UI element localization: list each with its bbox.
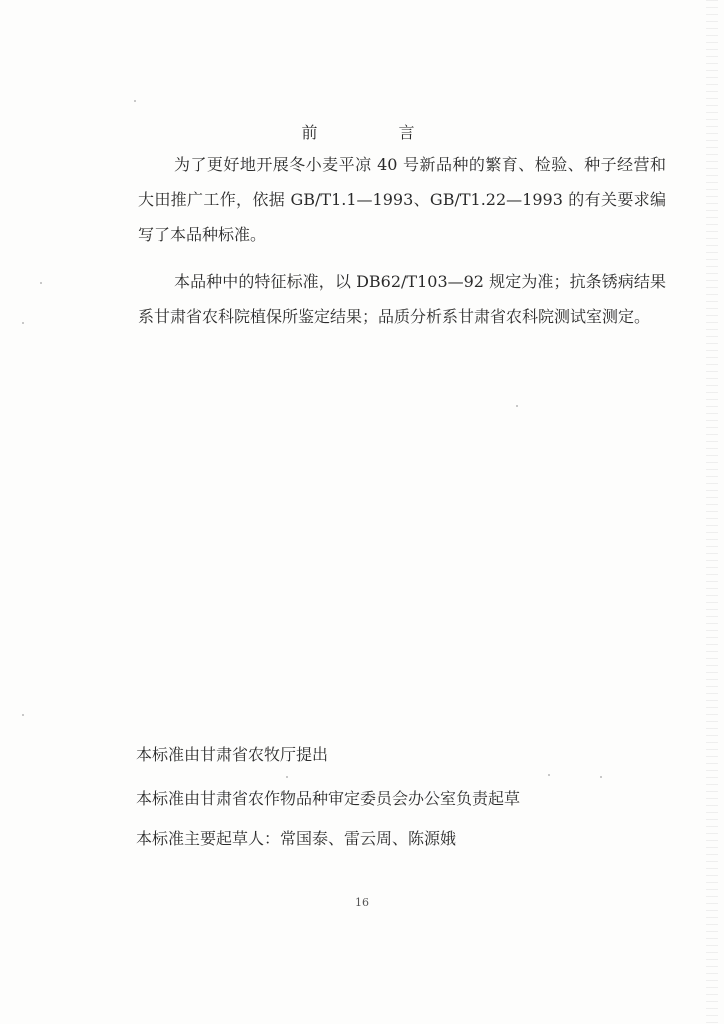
note-proposer: 本标准由甘肃省农牧厅提出 xyxy=(136,745,329,764)
page-number: 16 xyxy=(355,896,369,909)
note-authors: 本标准主要起草人：常国泰、雷云周、陈源娥 xyxy=(136,829,457,848)
scan-speck xyxy=(22,714,24,716)
paragraph-2: 本品种中的特征标准，以 DB62/T103—92 规定为准；抗条锈病结果系甘肃省农科院植保所鉴定结果；品质分析系甘肃省农科院测试室测定。 xyxy=(138,272,666,326)
scan-speck xyxy=(134,100,136,102)
scan-speck xyxy=(600,776,602,778)
scan-speck xyxy=(40,282,42,284)
section-title: 前 言 xyxy=(301,123,453,142)
scan-speck xyxy=(22,322,24,324)
note-drafter: 本标准由甘肃省农作物品种审定委员会办公室负责起草 xyxy=(136,789,521,808)
scan-edge-artifact xyxy=(706,0,718,1024)
scan-speck xyxy=(286,776,288,778)
scan-speck xyxy=(548,774,550,776)
scan-speck xyxy=(516,405,518,407)
paragraph-1: 为了更好地开展冬小麦平凉 40 号新品种的繁育、检验、种子经营和大田推广工作，依据 GB/T1.1—1993、GB/T1.22—1993 的有关要求编写了本品种标准。 xyxy=(138,155,666,244)
